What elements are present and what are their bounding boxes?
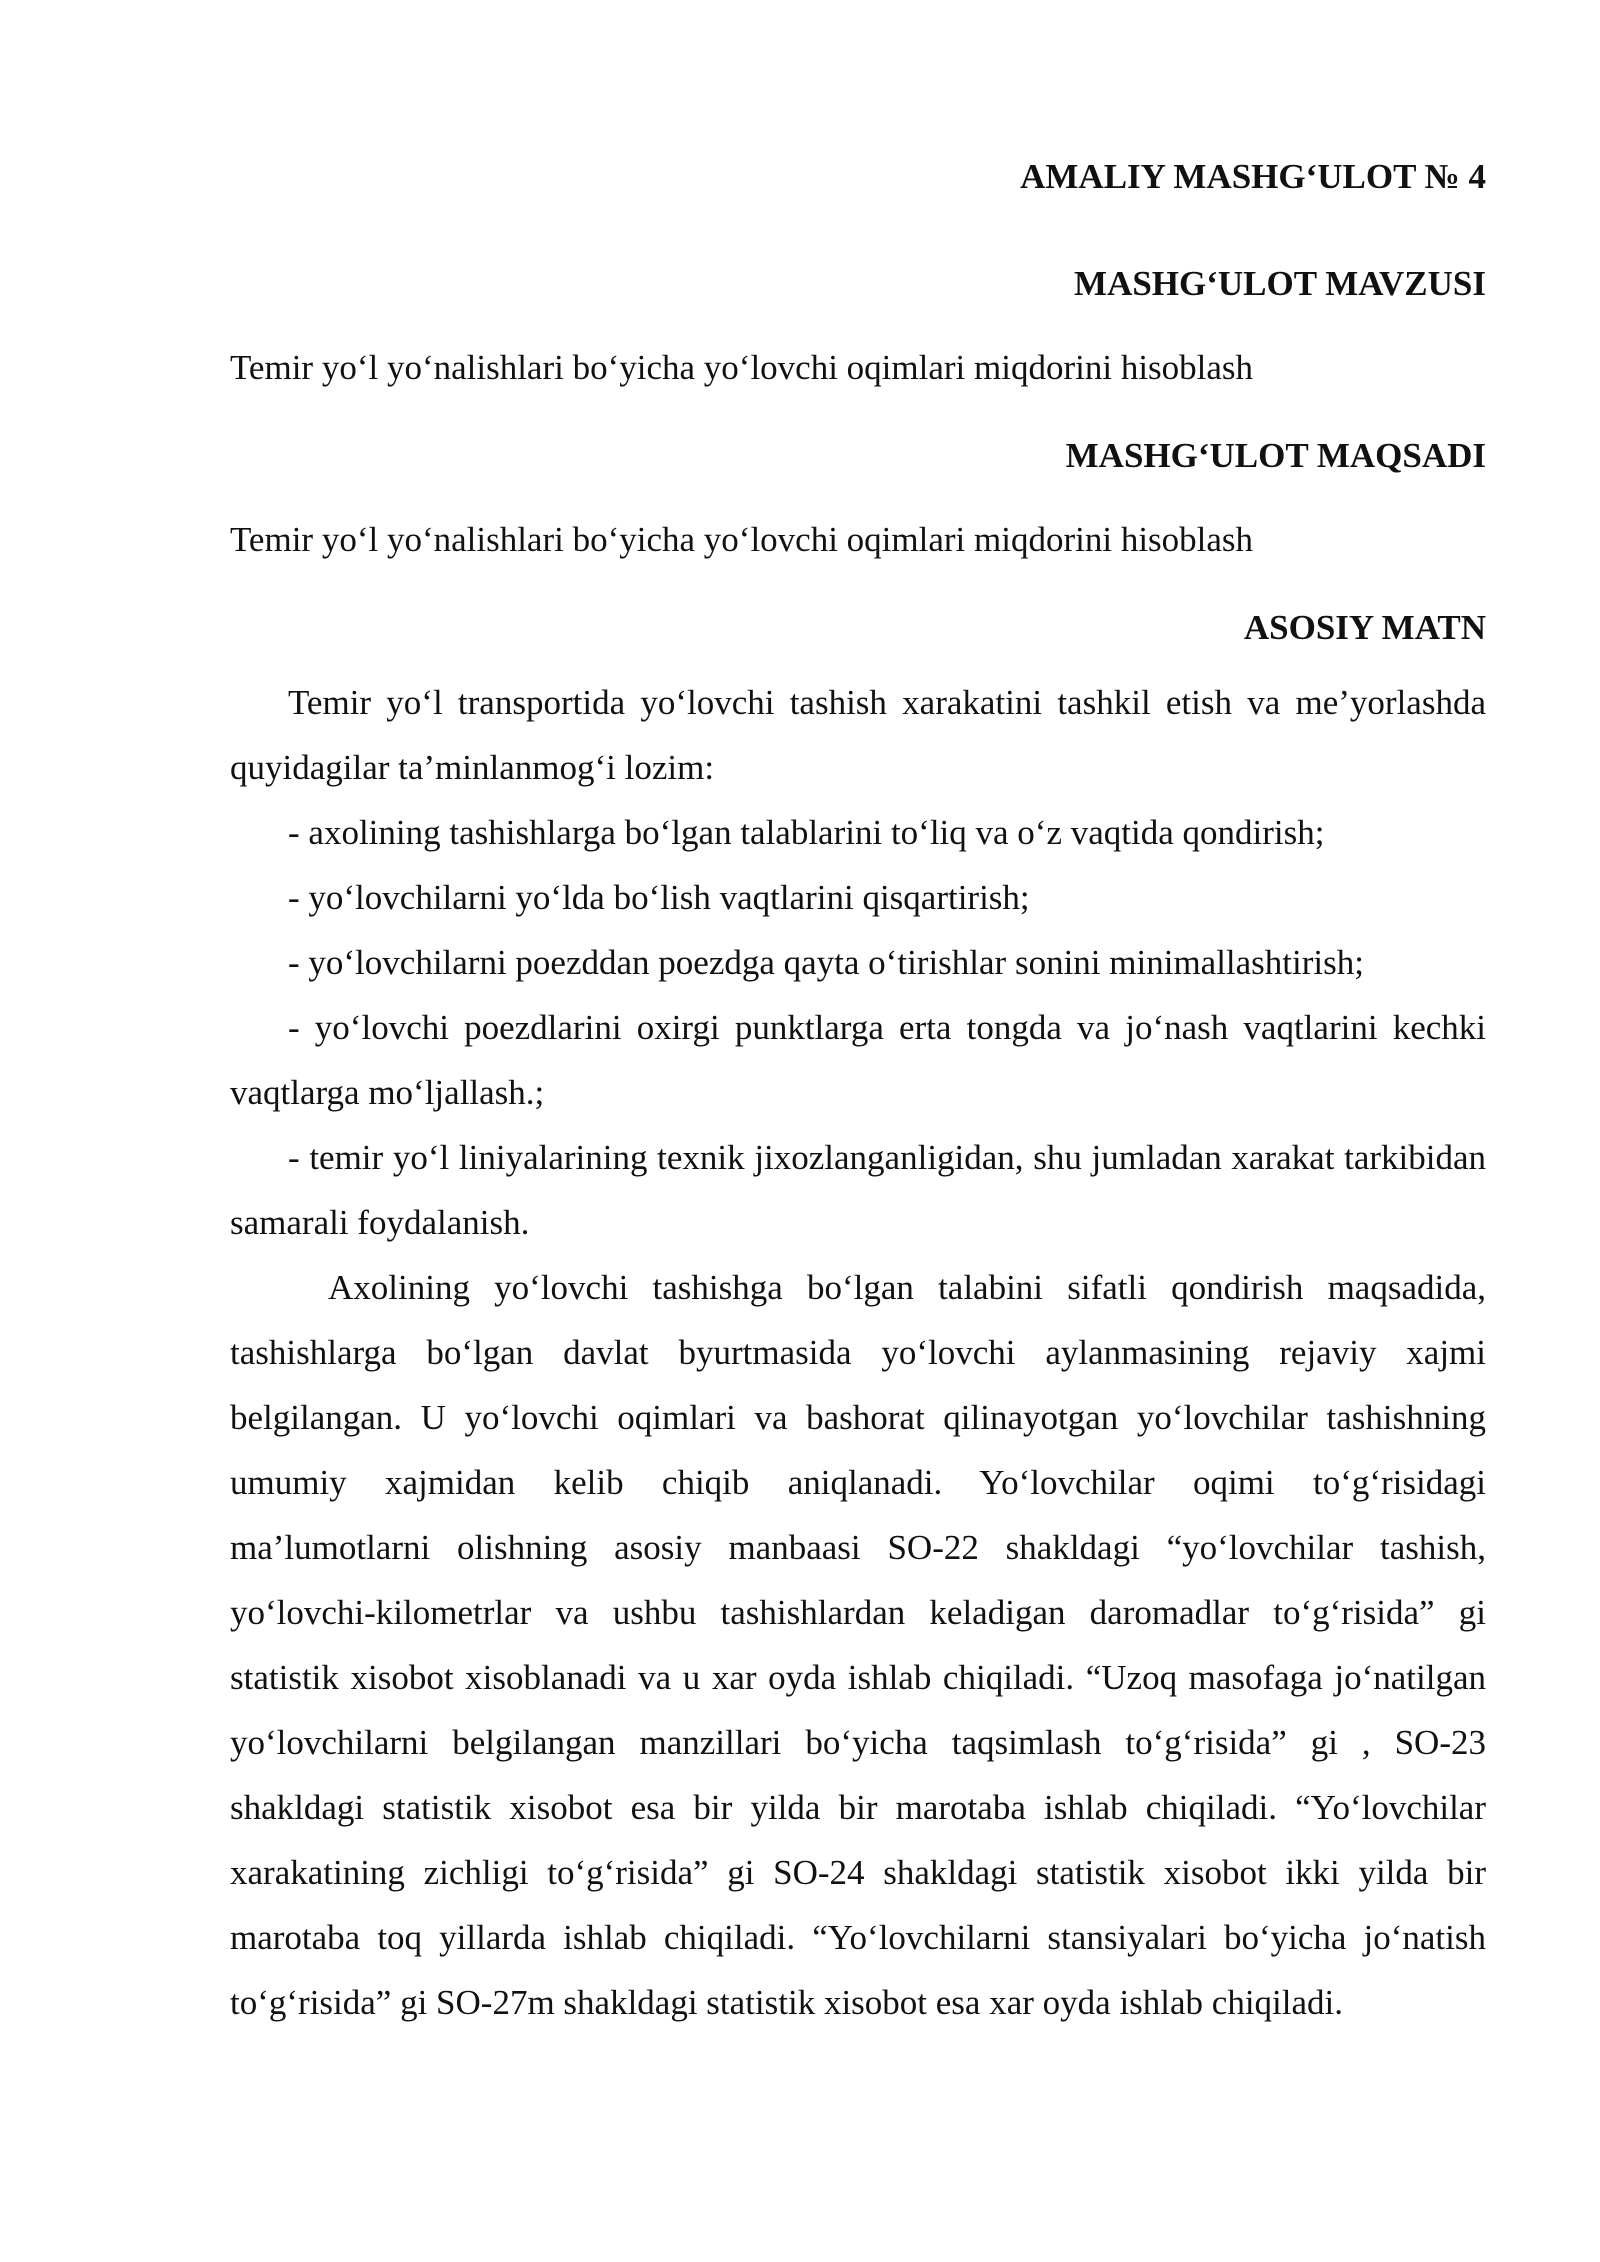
requirements-list	[230, 800, 1486, 1255]
intro-paragraph: Temir yo‘l transportida yo‘lovchi tashish xarakatini tashkil etish va me’yorlashda quyidagilar ta’minlanmog‘i lozim:	[230, 683, 1486, 787]
list-item: - yo‘lovchi poezdlarini oxirgi punktlarga erta tongda va jo‘nash vaqtlarini kechki vaqtlarga mo‘ljallash.;	[230, 1008, 1486, 1112]
goal-heading: MASHG‘ULOT MAQSADI	[1065, 436, 1486, 475]
main-text-heading: ASOSIY MATN	[1243, 608, 1486, 647]
topic-text: Temir yo‘l yo‘nalishlari bo‘yicha yo‘lovchi oqimlari miqdorini hisoblash	[230, 348, 1254, 387]
document-page	[230, 140, 1486, 2035]
list-item: - axolining tashishlarga bo‘lgan talablarini to‘liq va o‘z vaqtida qondirish;	[288, 813, 1325, 852]
list-item: - temir yo‘l liniyalarining texnik jixozlanganligidan, shu jumladan xarakat tarkibidan samarali foydalanish.	[230, 1138, 1486, 1242]
body-paragraph: Axolining yo‘lovchi tashishga bo‘lgan talabini sifatli qondirish maqsadida, tashishlarga bo‘lgan davlat byurtmasida yo‘lovchi aylanmasining rejaviy xajmi belgilangan. U yo‘lovchi oqimlari va bashorat qilinayotgan yo‘lovchilar tashishning umumiy xajmidan kelib chiqib aniqlanadi. Yo‘lovchilar oqimi to‘g‘risidagi ma’lumotlarni olishning asosiy manbaasi SO-22 shakldagi “yo‘lovchilar tashish, yo‘lovchi-kilometrlar va ushbu tashishlardan keladigan daromadlar to‘g‘risida” gi statistik xisobot xisoblanadi va u xar oyda ishlab chiqiladi. “Uzoq masofaga jo‘natilgan yo‘lovchilarni belgilangan manzillari bo‘yicha taqsimlash to‘g‘risida” gi , SO-23 shakldagi statistik xisobot esa bir yilda bir marotaba ishlab chiqiladi. “Yo‘lovchilar xarakatining zichligi to‘g‘risida” gi SO-24 shakldagi statistik xisobot ikki yilda bir marotaba toq yillarda ishlab chiqiladi. “Yo‘lovchilarni stansiyalari bo‘yicha jo‘natish to‘g‘risida” gi SO-27m shakldagi statistik xisobot esa xar oyda ishlab chiqiladi.	[230, 1268, 1486, 2022]
goal-text: Temir yo‘l yo‘nalishlari bo‘yicha yo‘lovchi oqimlari miqdorini hisoblash	[230, 520, 1254, 559]
document-title: AMALIY MASHG‘ULOT № 4	[1020, 157, 1486, 196]
topic-heading: MASHG‘ULOT MAVZUSI	[1074, 264, 1486, 303]
list-item: - yo‘lovchilarni yo‘lda bo‘lish vaqtlarini qisqartirish;	[288, 878, 1030, 917]
list-item: - yo‘lovchilarni poezddan poezdga qayta o‘tirishlar sonini minimallashtirish;	[288, 943, 1364, 982]
